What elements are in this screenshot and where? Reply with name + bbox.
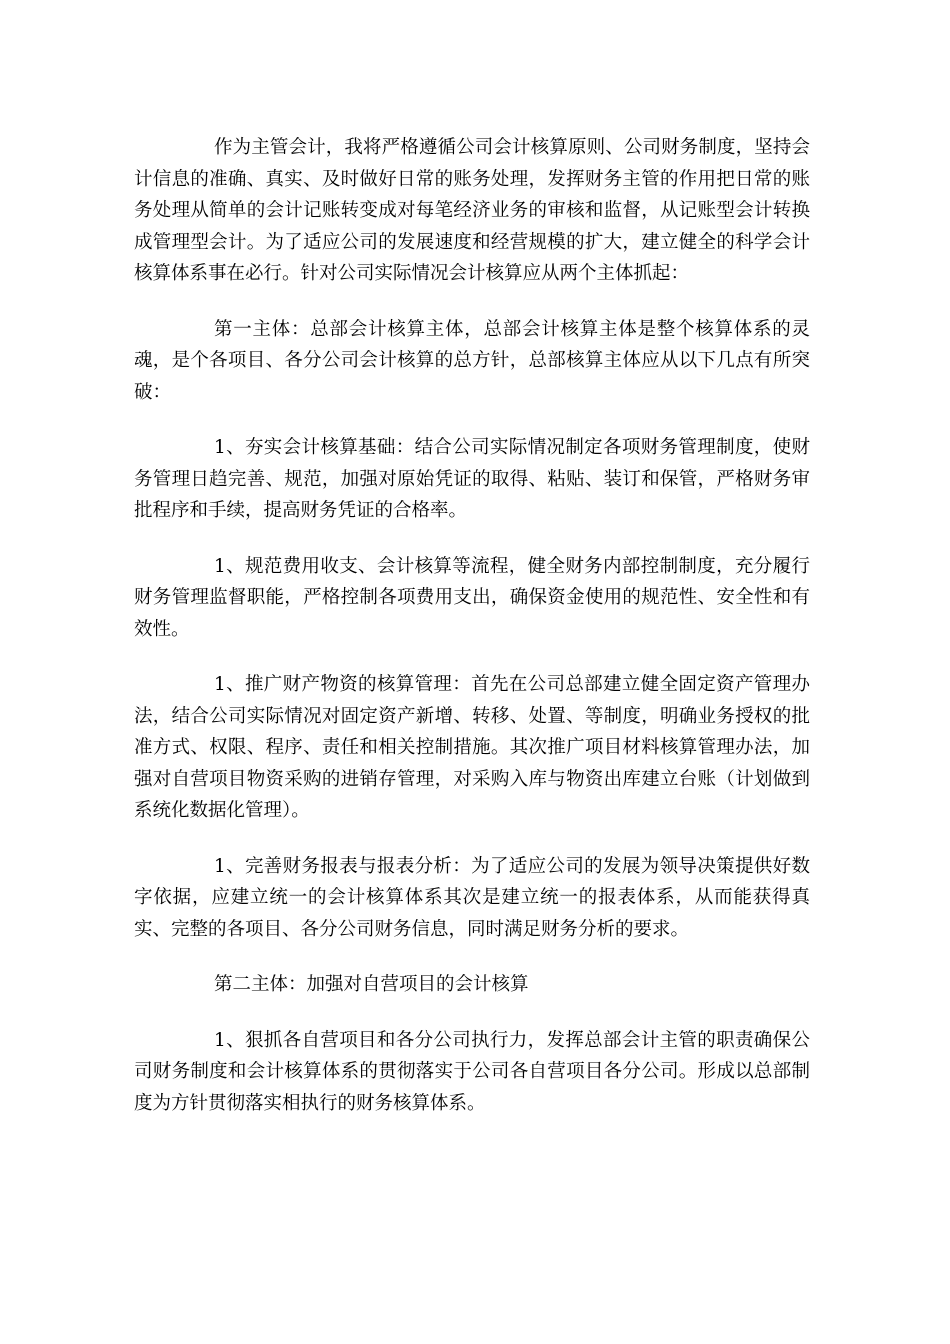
paragraph-first-subject: 第一主体：总部会计核算主体，总部会计核算主体是整个核算体系的灵魂，是个各项目、各分公司会计核算的总方针，总部核算主体应从以下几点有所突破： (134, 318, 810, 403)
paragraph-execution: 1、狠抓各自营项目和各分公司执行力，发挥总部会计主管的职责确保公司财务制度和会计核算体系的贯彻落实于公司各自营项目各分公司。形成以总部制度为方针贯彻落实相执行的财务核算体系。 (134, 1029, 810, 1114)
paragraph-intro: 作为主管会计，我将严格遵循公司会计核算原则、公司财务制度，坚持会计信息的准确、真实、及时做好日常的账务处理，发挥财务主管的作用把日常的账务处理从简单的会计记账转变成对每笔经济业务的审核和监督，从记账型会计转换成管理型会计。为了适应公司的发展速度和经营规模的扩大，建立健全的科学会计核算体系事在必行。针对公司实际情况会计核算应从两个主体抓起： (134, 137, 810, 284)
document-body (134, 132, 810, 1143)
paragraph-second-subject: 第二主体：加强对自营项目的会计核算 (214, 974, 529, 995)
paragraph-financial-reports: 1、完善财务报表与报表分析：为了适应公司的发展为领导决策提供好数字依据，应建立统一的会计核算体系其次是建立统一的报表体系，从而能获得真实、完整的各项目、各分公司财务信息，同时满足财务分析的要求。 (134, 855, 810, 940)
paragraph-asset-management: 1、推广财产物资的核算管理：首先在公司总部建立健全固定资产管理办法，结合公司实际情况对固定资产新增、转移、处置、等制度，明确业务授权的批准方式、权限、程序、责任和相关控制措施。其次推广项目材料核算管理办法，加强对自营项目物资采购的进销存管理，对采购入库与物资出库建立台账（计划做到系统化数据化管理）。 (134, 674, 810, 821)
paragraph-expense-process: 1、规范费用收支、会计核算等流程，健全财务内部控制制度，充分履行财务管理监督职能，严格控制各项费用支出，确保资金使用的规范性、安全性和有效性。 (134, 555, 810, 640)
paragraph-accounting-basis: 1、夯实会计核算基础：结合公司实际情况制定各项财务管理制度，使财务管理日趋完善、规范，加强对原始凭证的取得、粘贴、装订和保管，严格财务审批程序和手续，提高财务凭证的合格率。 (134, 437, 810, 521)
